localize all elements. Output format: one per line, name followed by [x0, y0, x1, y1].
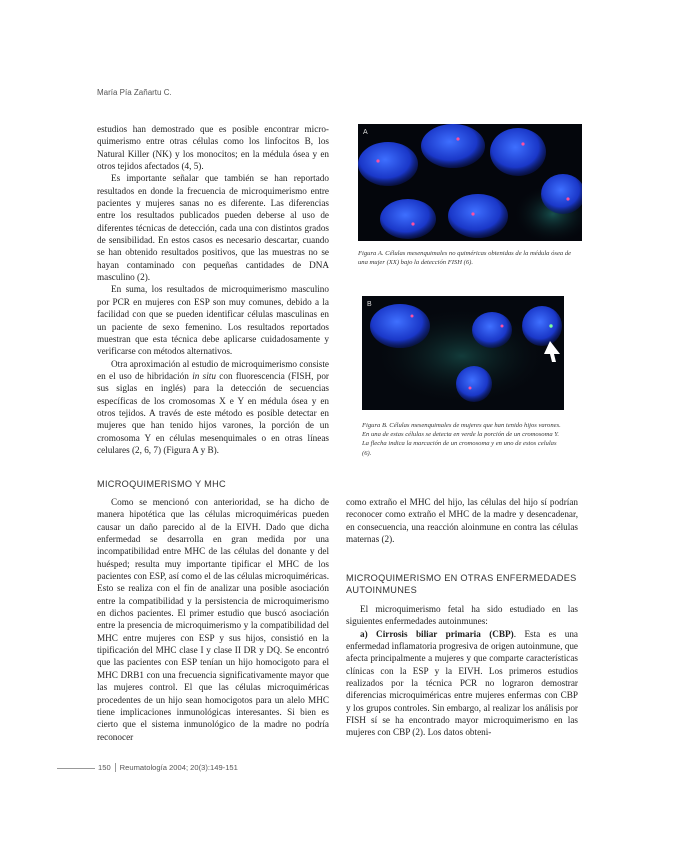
panel-letter-a: A: [363, 129, 368, 136]
figure-b-image: [362, 296, 564, 410]
figure-b-caption: Figura B. Células mesenquimales de mujeres que han tenido hijos varones. En una de estas células se detecta en verde la porción de un cromosoma Y. La flecha indica la marcación de un cromosoma y en uno de estos celulas (6).: [362, 422, 561, 457]
figure-a-image: [358, 124, 582, 241]
fish-micrograph-b: [362, 296, 564, 410]
left-column-bottom: [97, 496, 329, 743]
paragraph: En suma, los resultados de microquimerismo masculino por PCR en mujeres con ESP son muy comunes, debido a la facilidad con que se pueden identificar células masculinas en un paciente de sexo femenino. Los resultados reportados muestran que esta técnica debe aplicarse cuidadosamente y verificarse con métodos alternativos.: [97, 284, 329, 357]
right-column-section2: [346, 603, 578, 739]
paragraph: estudios han demostrado que es posible encontrar micro-quimerismo entre otras células como los linfocitos B, los Natural Killer (NK) y los monocitos; en la médula ósea y en otros tejidos afectados (4, 5).: [97, 124, 329, 172]
figure-a-caption: Figura A. Células mesenquimales no quiméricas obtenidas de la médula ósea de una mujer (XX) bajo la detección FISH (6).: [358, 250, 572, 267]
page-number: 150: [98, 763, 116, 772]
footer-rule: [57, 768, 95, 769]
emphasis: in situ: [192, 370, 216, 381]
right-column-bottom: [346, 496, 578, 545]
journal-citation: Reumatología 2004; 20(3):149-151: [119, 763, 238, 772]
bold-term: a) Cirrosis biliar primaria (CBP): [360, 628, 514, 639]
paragraph: Como se mencionó con anterioridad, se ha dicho de manera hipotética que las células microquiméricas pueden causar un daño parecido al de la EIVH. Dado que dicha enfermedad se desarrolla en gran medida por una incompatibilidad entre MHC de las células del donante y del huésped; resulta muy importante tipificar el MHC de los pacientes con ESP, así como el de las células microquiméricas. Esto se realiza con el fin de analizar una posible asociación entre la compatibilidad y la persistencia de microquimerismo en dichos pacientes. El primer estudio que buscó asociación entre la presencia de microquimerismo y la compatibilidad del MHC entre mujeres con ESP y sus hijos, consistió en la tipificación del MHC clase I y clase II DR y DQ. Se encontró que las pacientes con ESP tenían un hijo homocigoto para el MHC DRB1 con una frecuencia significativamente mayor que las mujeres control. El que las células microquiméricas procedentes de un hijo sean homocigotos para un alelo MHC tiene implicaciones inmunológicas interesantes. Si bien es cierto que el sistema inmunológico de la madre no podría reconocer: [97, 497, 329, 742]
fish-micrograph-a: [358, 124, 582, 241]
paragraph: Es importante señalar que también se han reportado resultados en donde la frecuencia de microquimerismo entre pacientes y mujeres sanas no es diferente. Las diferencias entre los resultados publicados pueden deberse al uso de diferentes técnicas de detección, cada una con distintos grados de sensibilidad. En estos casos es necesario descartar, cuando se han obtenido resultados positivos, que las muestras no se hayan contaminado con pequeñas cantidades de DNA masculino (2).: [97, 173, 329, 283]
running-head: María Pía Zañartu C.: [97, 88, 172, 97]
paragraph: como extraño el MHC del hijo, las células del hijo sí podrían reconocer como extraño el MHC de la madre y desencadenar, en consecuencia, una reacción aloinmune en contra las células maternas (2).: [346, 497, 578, 545]
section-heading-autoimmune: MICROQUIMERISMO EN OTRAS ENFERMEDADES AUTOINMUNES: [346, 573, 577, 595]
panel-letter-b: B: [367, 301, 372, 308]
section-heading-mhc: MICROQUIMERISMO Y MHC: [97, 479, 226, 489]
paragraph: El microquimerismo fetal ha sido estudiado en las siguientes enfermedades autoinmunes:: [346, 604, 578, 627]
footer: [98, 763, 238, 772]
paragraph: Otra aproximación al estudio de microquimerismo consiste en el uso de hibridación in situ con fluorescencia (FISH, por sus siglas en inglés) para la detección de secuencias específicas de los cromosomas X e Y en médula ósea y en otros tejidos. A través de este método es posible detectar en mujeres que han tenido hijos varones, la porción de un cromosoma Y en células mesenquimales o en otras líneas celulares (2, 6, 7) (Figura A y B).: [97, 358, 329, 455]
paragraph: a) Cirrosis biliar primaria (CBP). Esta es una enfermedad inflamatoria progresiva de origen autoinmune, que afecta principalmente a mujeres y que comparte características clínicas con la ESP y la EIVH. Los primeros estudios realizados por la técnica PCR no lograron demostrar diferencias microquiméricas entre mujeres enfermas con CBP y los grupos controles. Sin embargo, al realizar los análisis por FISH sí se ha encontrado mayor microquimerismo en las mujeres con CBP (2). Los datos obteni-: [346, 628, 578, 738]
left-column-top: [97, 123, 329, 456]
